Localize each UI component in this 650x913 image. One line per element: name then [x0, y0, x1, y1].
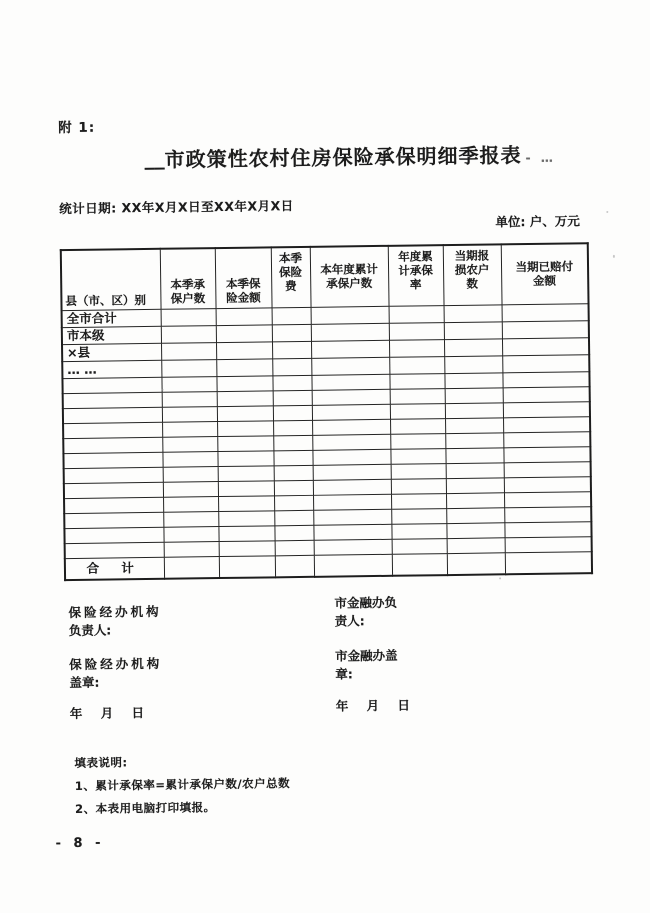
col-header-quarter-households: 本季承 保户数	[160, 248, 216, 309]
filling-instruction-item: 2、本表用电脑打印填报。	[75, 800, 216, 816]
row-header-cell	[64, 497, 163, 513]
data-cell	[389, 322, 444, 340]
finance-office-seal: 市金融办盖 章:	[335, 647, 398, 682]
data-cell	[502, 354, 589, 372]
data-cell	[390, 433, 445, 449]
data-cell	[218, 465, 274, 481]
data-cell	[502, 337, 589, 355]
signature-block-insurer	[68, 603, 163, 723]
title-blank-line: __	[144, 145, 165, 171]
data-cell	[163, 481, 218, 497]
data-cell	[218, 495, 274, 511]
data-cell	[503, 386, 590, 402]
data-cell	[504, 521, 591, 537]
scan-speck	[606, 211, 608, 213]
data-cell	[161, 325, 216, 343]
data-cell	[392, 553, 447, 576]
row-header-cell	[63, 392, 162, 408]
data-cell	[272, 358, 311, 376]
data-cell	[389, 305, 444, 323]
data-cell	[447, 537, 505, 553]
data-cell	[504, 506, 591, 522]
data-cell	[446, 462, 504, 478]
insurer-responsible-person: 保险经办机构 负责人:	[68, 603, 162, 638]
data-cell	[311, 374, 389, 390]
data-cell	[274, 480, 313, 496]
data-cell	[163, 511, 218, 527]
data-cell	[218, 480, 274, 496]
data-cell	[163, 496, 218, 512]
data-cell	[216, 358, 272, 376]
header-row	[61, 243, 589, 310]
scan-speck	[162, 389, 164, 391]
data-cell	[504, 461, 591, 477]
finance-office-date-line: 年 月 日	[335, 697, 418, 714]
row-header-cell: … …	[62, 360, 161, 378]
data-cell	[273, 420, 312, 436]
col-header-quarter-premium: 本季 保险 费	[271, 247, 311, 308]
data-cell	[447, 552, 505, 575]
data-cell	[391, 463, 446, 479]
data-cell	[162, 391, 217, 407]
data-cell	[164, 541, 219, 557]
col-header-ytd-coverage-rate: 年度累 计承保 率	[388, 245, 444, 306]
data-cell	[391, 493, 446, 509]
data-cell	[391, 478, 446, 494]
insurer-seal: 保险经办机构 盖章:	[69, 655, 163, 690]
data-cell	[272, 324, 311, 342]
data-cell	[391, 508, 446, 524]
row-header-cell: 市本级	[62, 326, 161, 344]
data-cell	[446, 522, 504, 538]
data-cell	[218, 525, 274, 541]
col-header-county: 县（市、区）别	[61, 249, 161, 310]
data-cell	[273, 450, 312, 466]
data-cell	[274, 465, 313, 481]
data-cell	[313, 479, 391, 495]
insurer-date-line: 年 月 日	[69, 704, 152, 722]
data-cell	[444, 304, 502, 322]
data-cell	[216, 324, 272, 342]
data-cell	[444, 372, 502, 388]
data-cell	[312, 449, 390, 465]
data-cell	[275, 555, 314, 578]
row-header-cell: ×县	[62, 343, 161, 361]
data-cell	[503, 446, 590, 462]
data-cell	[502, 303, 589, 321]
statistics-date-line: 统计日期: XX年X月X日至XX年X月X日	[59, 198, 294, 217]
data-cell	[161, 342, 216, 360]
data-cell	[219, 540, 275, 556]
data-cell	[502, 320, 589, 338]
data-cell	[161, 359, 216, 377]
data-cell	[444, 355, 502, 373]
data-cell	[275, 540, 314, 556]
filling-instructions-heading: 填表说明:	[74, 755, 128, 770]
data-cell	[505, 536, 592, 552]
data-cell	[163, 466, 218, 482]
data-cell	[444, 321, 502, 339]
data-cell	[313, 524, 391, 540]
data-cell	[504, 476, 591, 492]
data-cell	[311, 357, 389, 375]
scan-speck	[613, 255, 615, 258]
data-cell	[218, 510, 274, 526]
data-cell	[312, 404, 390, 420]
data-cell	[390, 418, 445, 434]
data-cell	[389, 339, 444, 357]
data-cell	[312, 389, 390, 405]
data-cell	[389, 356, 444, 374]
data-cell	[502, 371, 589, 387]
data-cell	[311, 306, 389, 324]
scan-speck	[499, 577, 501, 579]
data-cell	[273, 390, 312, 406]
data-cell	[313, 494, 391, 510]
col-header-quarter-insured-amount: 本季保 险金额	[215, 247, 272, 308]
row-header-cell	[64, 512, 163, 528]
data-cell	[311, 340, 389, 358]
data-cell	[503, 431, 590, 447]
row-header-cell	[64, 482, 163, 498]
data-cell	[444, 338, 502, 356]
data-cell	[274, 510, 313, 526]
data-cell	[273, 435, 312, 451]
data-cell	[391, 523, 446, 539]
data-cell	[446, 477, 504, 493]
total-row-label-cell: 合 计	[65, 557, 164, 580]
page-number: - 8 -	[55, 835, 105, 852]
signature-block-finance-office	[334, 593, 417, 715]
data-cell	[390, 388, 445, 404]
data-cell	[392, 538, 447, 554]
data-cell	[219, 555, 275, 578]
data-cell	[273, 405, 312, 421]
row-header-cell	[63, 452, 162, 468]
data-cell	[216, 307, 272, 325]
row-header-cell	[64, 467, 163, 483]
filling-instructions	[74, 749, 290, 821]
data-cell	[272, 307, 311, 325]
data-cell	[217, 435, 273, 451]
data-cell	[162, 406, 217, 422]
unit-label: 单位: 户、万元	[495, 213, 580, 230]
data-cell	[389, 373, 444, 389]
data-cell	[217, 420, 273, 436]
data-cell	[445, 387, 503, 403]
data-cell	[164, 556, 219, 579]
row-header-cell	[63, 437, 162, 453]
data-cell	[314, 554, 392, 577]
data-cell	[313, 464, 391, 480]
col-header-ytd-households: 本年度累计 承保户数	[310, 246, 389, 307]
data-cell	[274, 525, 313, 541]
data-cell	[162, 436, 217, 452]
data-cell	[313, 509, 391, 525]
data-cell	[445, 402, 503, 418]
data-cell	[163, 526, 218, 542]
data-cell	[505, 551, 592, 574]
data-cell	[446, 492, 504, 508]
data-cell	[311, 323, 389, 341]
data-cell	[504, 491, 591, 507]
data-cell	[445, 417, 503, 433]
data-cell	[312, 434, 390, 450]
col-header-paid-compensation: 当期已赔付 金额	[501, 243, 589, 304]
data-cell	[445, 447, 503, 463]
data-cell	[216, 375, 272, 391]
data-cell	[161, 376, 216, 392]
data-cell	[161, 308, 216, 326]
data-cell	[272, 375, 311, 391]
row-header-cell: 全市合计	[62, 309, 161, 327]
data-cell	[217, 390, 273, 406]
data-cell	[390, 448, 445, 464]
report-table	[60, 242, 593, 581]
data-cell	[217, 405, 273, 421]
data-cell	[445, 432, 503, 448]
data-cell	[217, 450, 273, 466]
data-cell	[314, 539, 392, 555]
data-cell	[272, 341, 311, 359]
row-header-cell	[63, 407, 162, 423]
data-cell	[390, 403, 445, 419]
col-header-reported-loss-households: 当期报 损农户 数	[443, 244, 502, 305]
attachment-label: 附 1:	[58, 119, 96, 137]
data-cell	[162, 451, 217, 467]
data-cell	[162, 421, 217, 437]
title-scan-artifact: - …	[525, 150, 556, 166]
filling-instruction-item: 1、累计承保率=累计承保户数/农户总数	[74, 776, 291, 793]
data-cell	[312, 419, 390, 435]
data-cell	[503, 401, 590, 417]
data-cell	[446, 507, 504, 523]
data-cell	[216, 341, 272, 359]
data-cell	[274, 495, 313, 511]
table-body	[62, 303, 592, 580]
title-text: 市政策性农村住房保险承保明细季报表	[164, 143, 522, 172]
row-header-cell	[64, 527, 163, 543]
row-header-cell	[62, 377, 161, 393]
data-cell	[503, 416, 590, 432]
table-header	[61, 243, 589, 310]
document-title	[144, 139, 556, 173]
row-header-cell	[63, 422, 162, 438]
finance-office-responsible-person: 市金融办负 责人:	[334, 594, 398, 629]
row-header-cell	[65, 542, 164, 558]
